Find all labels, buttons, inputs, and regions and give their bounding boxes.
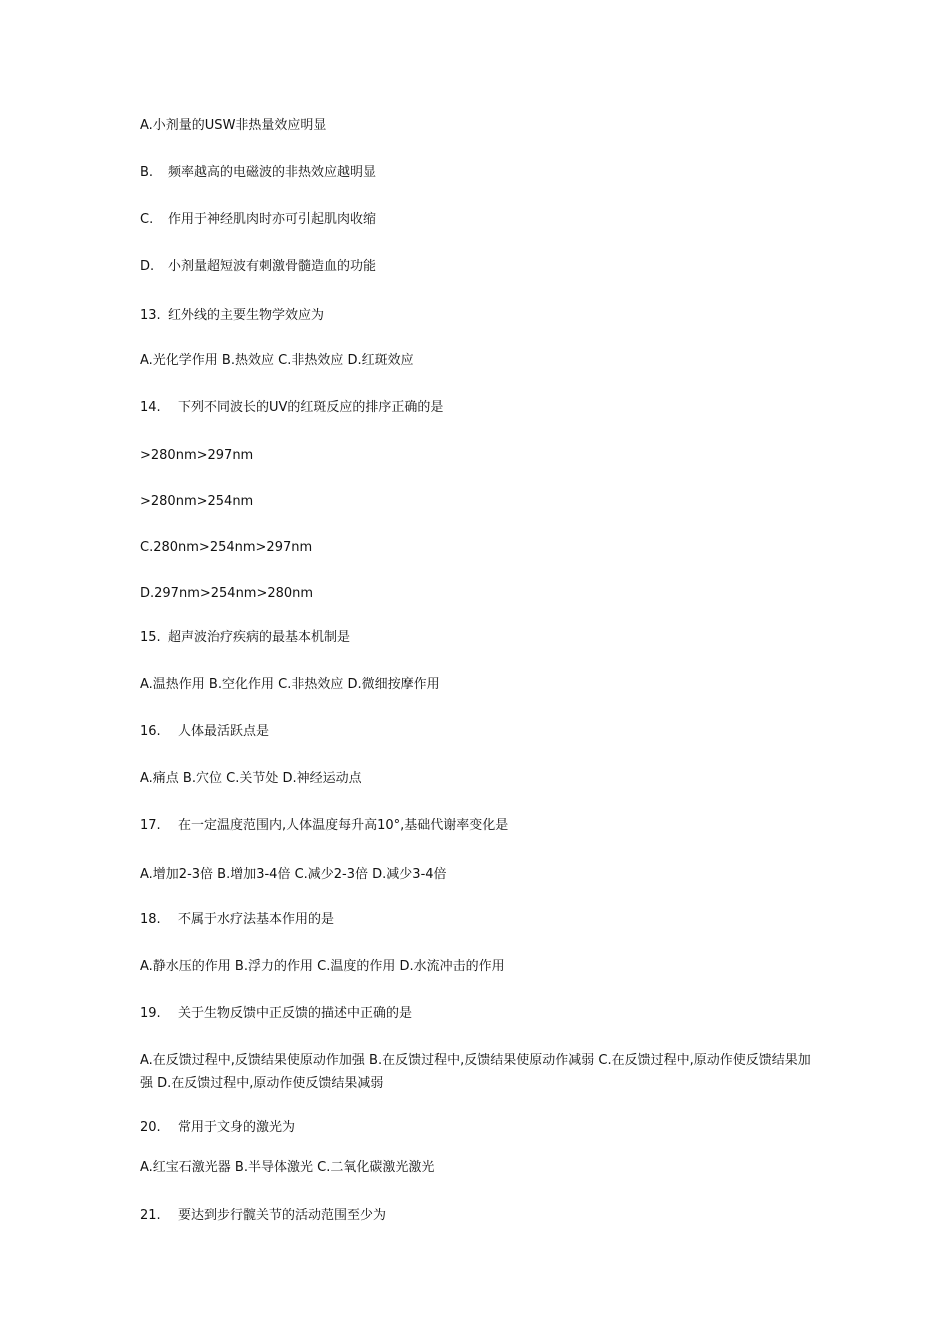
options-text: A.在反馈过程中,反馈结果使原动作加强 B.在反馈过程中,反馈结果使原动作减弱 C.在反馈过程中,原动作使反馈结果加强 D.在反馈过程中,原动作使反馈结果减弱 bbox=[140, 1053, 811, 1091]
question-text: 人体最活跃点是 bbox=[178, 724, 270, 739]
option-text: 作用于神经肌肉时亦可引起肌肉收缩 bbox=[168, 212, 377, 227]
option-text: 频率越高的电磁波的非热效应越明显 bbox=[168, 165, 377, 180]
question-17-options bbox=[140, 867, 447, 883]
question-16-options bbox=[140, 771, 362, 787]
question-19-options bbox=[140, 1049, 812, 1095]
question-14-option-d bbox=[140, 586, 313, 602]
question-text: 超声波治疗疾病的最基本机制是 bbox=[168, 630, 351, 645]
options-text: A.温热作用 B.空化作用 C.非热效应 D.微细按摩作用 bbox=[140, 677, 440, 692]
question-text: 不属于水疗法基本作用的是 bbox=[178, 912, 335, 927]
question-text: 红外线的主要生物学效应为 bbox=[168, 308, 325, 323]
question-20 bbox=[140, 1120, 295, 1136]
question-14-option-b bbox=[140, 494, 253, 510]
question-14-option-c bbox=[140, 540, 312, 556]
option-text: >280nm>254nm bbox=[140, 494, 254, 509]
option-text: >280nm>297nm bbox=[140, 448, 254, 463]
question-14 bbox=[140, 400, 443, 416]
question-number: 18. bbox=[140, 912, 161, 927]
option-line bbox=[140, 212, 376, 228]
option-line bbox=[140, 259, 376, 275]
option-text: 小剂量超短波有刺激骨髓造血的功能 bbox=[168, 259, 377, 274]
question-13-options bbox=[140, 353, 414, 369]
options-text: A.痛点 B.穴位 C.关节处 D.神经运动点 bbox=[140, 771, 362, 786]
option-line bbox=[140, 165, 376, 181]
question-18-options bbox=[140, 959, 505, 975]
option-text: C.280nm>254nm>297nm bbox=[140, 540, 313, 555]
question-number: 13. bbox=[140, 308, 161, 323]
options-text: A.红宝石激光器 B.半导体激光 C.二氧化碳激光激光 bbox=[140, 1160, 435, 1175]
question-text: 关于生物反馈中正反馈的描述中正确的是 bbox=[178, 1006, 413, 1021]
option-line bbox=[140, 118, 326, 134]
question-text: 要达到步行髋关节的活动范围至少为 bbox=[178, 1208, 387, 1223]
question-number: 14. bbox=[140, 400, 161, 415]
question-14-option-a bbox=[140, 448, 253, 464]
question-number: 19. bbox=[140, 1006, 161, 1021]
question-16 bbox=[140, 724, 269, 740]
question-21 bbox=[140, 1208, 386, 1224]
option-letter: D. bbox=[140, 259, 155, 274]
question-number: 15. bbox=[140, 630, 161, 645]
option-letter: B. bbox=[140, 165, 154, 180]
question-17 bbox=[140, 818, 508, 834]
question-number: 16. bbox=[140, 724, 161, 739]
question-number: 21. bbox=[140, 1208, 161, 1223]
question-19 bbox=[140, 1006, 412, 1022]
question-20-options bbox=[140, 1160, 434, 1176]
question-13 bbox=[140, 308, 324, 324]
options-text: A.增加2-3倍 B.增加3-4倍 C.减少2-3倍 D.减少3-4倍 bbox=[140, 867, 447, 882]
option-text: A.小剂量的USW非热量效应明显 bbox=[140, 118, 327, 133]
options-text: A.静水压的作用 B.浮力的作用 C.温度的作用 D.水流冲击的作用 bbox=[140, 959, 505, 974]
question-number: 20. bbox=[140, 1120, 161, 1135]
question-15-options bbox=[140, 677, 440, 693]
question-18 bbox=[140, 912, 334, 928]
question-number: 17. bbox=[140, 818, 161, 833]
options-text: A.光化学作用 B.热效应 C.非热效应 D.红斑效应 bbox=[140, 353, 414, 368]
option-text: D.297nm>254nm>280nm bbox=[140, 586, 314, 601]
question-text: 在一定温度范围内,人体温度每升高10°,基础代谢率变化是 bbox=[178, 818, 509, 833]
option-letter: C. bbox=[140, 212, 154, 227]
question-text: 常用于文身的激光为 bbox=[178, 1120, 296, 1135]
question-text: 下列不同波长的UV的红斑反应的排序正确的是 bbox=[178, 400, 444, 415]
question-15 bbox=[140, 630, 350, 646]
